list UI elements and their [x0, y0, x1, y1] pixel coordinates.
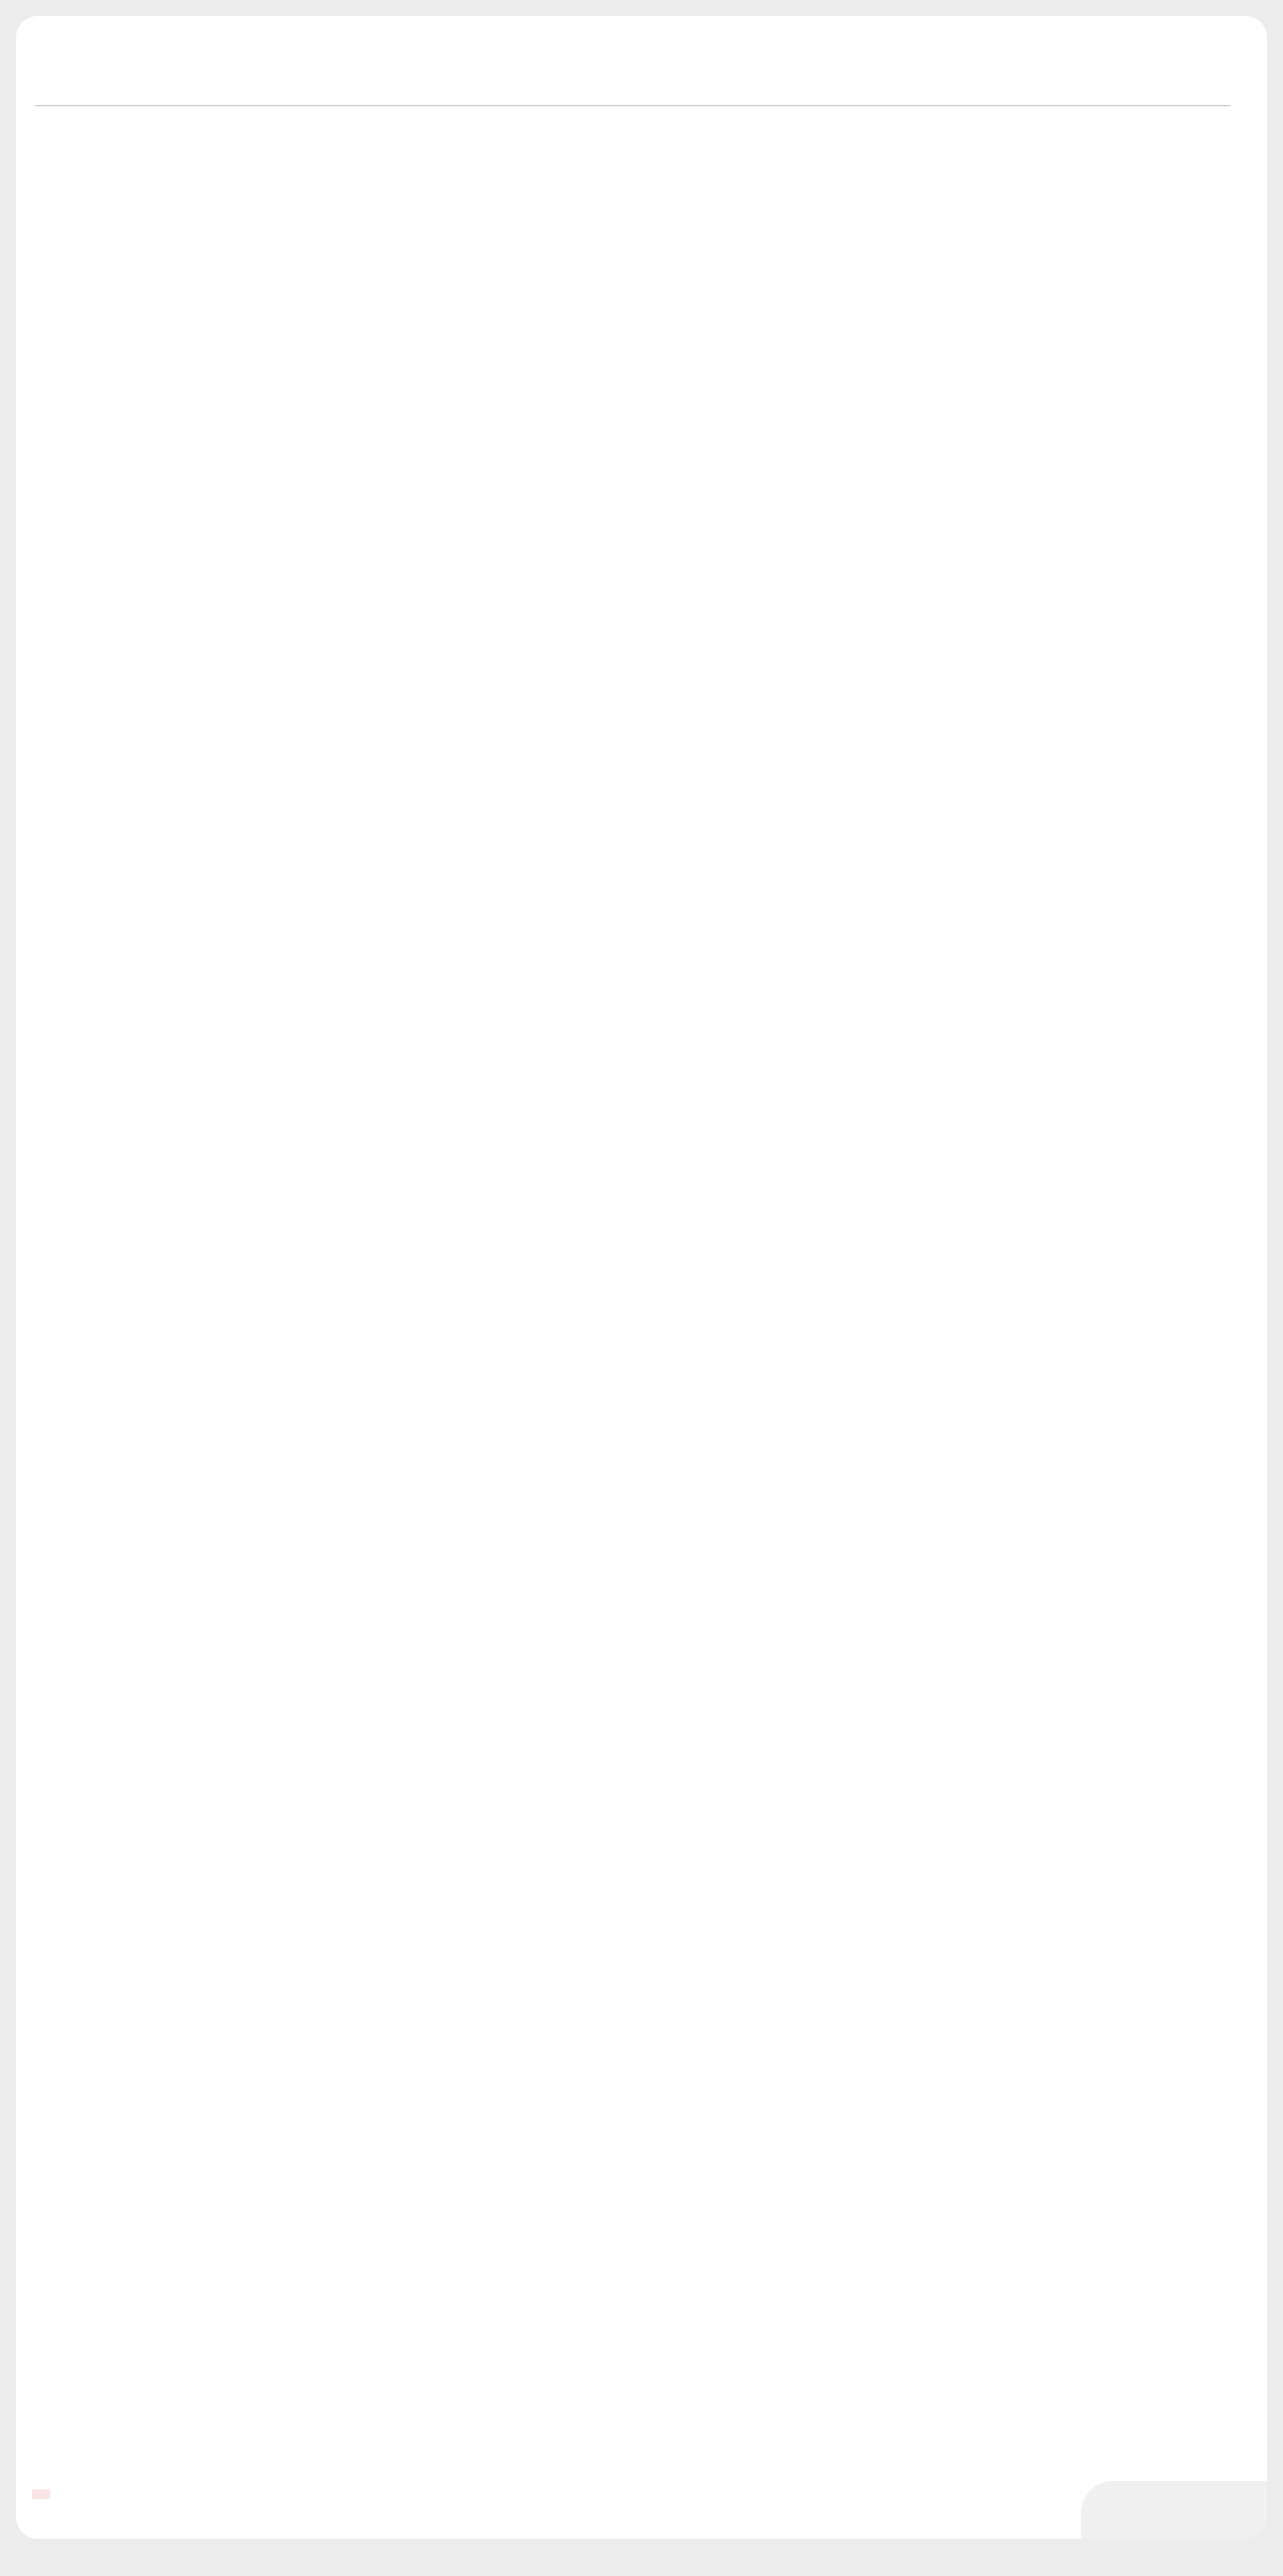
nomura-logo-box — [1081, 2481, 1267, 2539]
event-swatch — [32, 2489, 50, 2499]
footer-notes — [32, 2486, 53, 2501]
title-divider — [35, 105, 1231, 106]
page-card — [16, 16, 1267, 2539]
value-legend — [1209, 122, 1231, 143]
